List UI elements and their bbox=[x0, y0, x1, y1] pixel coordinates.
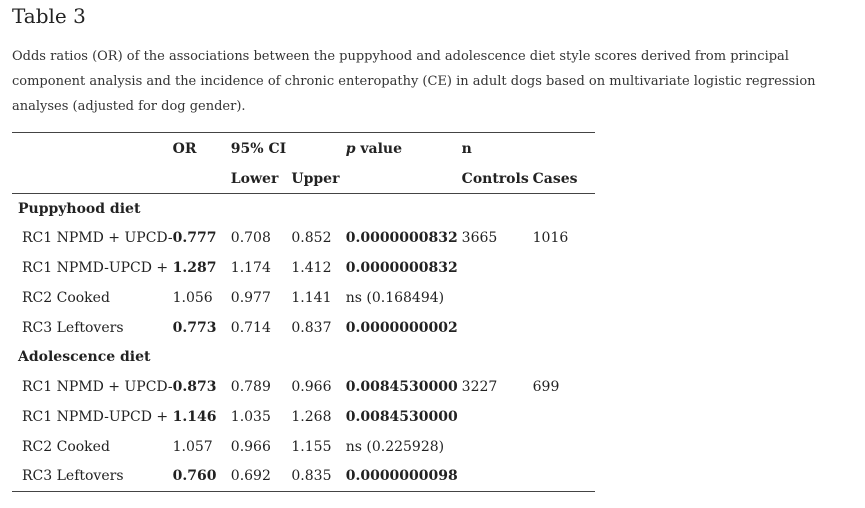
controls-count-cell: 3227 bbox=[461, 379, 498, 396]
table-row bbox=[12, 372, 595, 402]
odds-ratio-cell: 1.056 bbox=[172, 289, 213, 306]
p-value-cell: ns (0.225928) bbox=[345, 438, 445, 455]
section-header-row bbox=[12, 342, 595, 372]
ci-upper-cell: 1.141 bbox=[291, 289, 332, 306]
header-lower: Lower bbox=[231, 165, 292, 194]
header-p-rest: value bbox=[355, 141, 402, 157]
table-body bbox=[12, 194, 595, 492]
table-title: Table 3 bbox=[12, 4, 86, 28]
ci-lower-cell: 1.035 bbox=[230, 408, 271, 425]
cases-count-cell: 1016 bbox=[532, 230, 569, 247]
row-label: RC1 NPMD + UPCD- bbox=[22, 230, 173, 247]
controls-count-cell bbox=[462, 402, 533, 432]
header-n: n bbox=[461, 141, 472, 157]
header-ci: 95% CI bbox=[230, 141, 287, 157]
table-row bbox=[12, 283, 595, 313]
controls-count-cell bbox=[462, 462, 533, 492]
odds-ratio-cell: 1.287 bbox=[172, 259, 217, 276]
controls-count-cell bbox=[462, 313, 533, 343]
table-caption: Odds ratios (OR) of the associations between the puppyhood and adolescence diet style scores derived from principal component analysis and the incidence of chronic enteropathy (CE) in adult dogs based on multivariate logistic regression analyses (adjusted for dog gender). bbox=[12, 49, 816, 114]
controls-count-cell bbox=[462, 432, 533, 462]
ci-upper-cell: 1.412 bbox=[291, 259, 332, 276]
header-p-italic: p bbox=[345, 141, 356, 157]
p-value-cell: 0.0084530000 bbox=[345, 408, 458, 425]
header-cases: Cases bbox=[533, 165, 595, 194]
table-row bbox=[12, 313, 595, 343]
header-blank bbox=[173, 165, 231, 194]
header-blank bbox=[12, 133, 173, 166]
odds-ratio-cell: 0.773 bbox=[172, 319, 217, 336]
table-row bbox=[12, 462, 595, 492]
p-value-cell: 0.0000000832 bbox=[345, 259, 458, 276]
header-row-2 bbox=[12, 165, 595, 194]
cases-count-cell bbox=[533, 253, 595, 283]
table-row bbox=[12, 402, 595, 432]
ci-lower-cell: 0.692 bbox=[230, 468, 271, 485]
p-value-cell: 0.0000000002 bbox=[345, 319, 458, 336]
row-label: RC1 NPMD-UPCD + bbox=[22, 408, 169, 425]
header-or: OR bbox=[172, 141, 197, 157]
row-label: RC3 Leftovers bbox=[22, 468, 124, 485]
odds-ratio-cell: 0.760 bbox=[172, 468, 217, 485]
header-controls: Controls bbox=[462, 165, 533, 194]
cases-count-cell: 699 bbox=[532, 379, 560, 396]
ci-lower-cell: 0.714 bbox=[230, 319, 271, 336]
p-value-cell: 0.0000000098 bbox=[345, 468, 458, 485]
section-label: Adolescence diet bbox=[18, 349, 151, 366]
section-label: Puppyhood diet bbox=[18, 200, 141, 217]
p-value-cell: 0.0084530000 bbox=[345, 379, 458, 396]
header-row-1 bbox=[12, 133, 595, 166]
header-ci-span bbox=[291, 133, 345, 166]
controls-count-cell: 3665 bbox=[461, 230, 498, 247]
ci-upper-cell: 0.852 bbox=[291, 230, 332, 247]
cases-count-cell bbox=[533, 283, 595, 313]
ci-upper-cell: 0.837 bbox=[291, 319, 332, 336]
odds-ratio-cell: 1.057 bbox=[172, 438, 213, 455]
row-label: RC1 NPMD-UPCD + bbox=[22, 259, 169, 276]
row-label: RC2 Cooked bbox=[22, 438, 110, 455]
controls-count-cell bbox=[462, 253, 533, 283]
ci-lower-cell: 0.966 bbox=[230, 438, 271, 455]
odds-ratio-cell: 0.873 bbox=[172, 379, 217, 396]
table-row bbox=[12, 253, 595, 283]
row-label: RC2 Cooked bbox=[22, 289, 110, 306]
p-value-cell: 0.0000000832 bbox=[345, 230, 458, 247]
cases-count-cell bbox=[533, 432, 595, 462]
cases-count-cell bbox=[533, 313, 595, 343]
ci-upper-cell: 1.268 bbox=[291, 408, 332, 425]
table-row bbox=[12, 432, 595, 462]
header-n-span bbox=[533, 133, 595, 166]
odds-ratio-table bbox=[12, 132, 595, 492]
table-row bbox=[12, 223, 595, 253]
row-label: RC3 Leftovers bbox=[22, 319, 124, 336]
ci-upper-cell: 0.835 bbox=[291, 468, 332, 485]
ci-upper-cell: 0.966 bbox=[291, 379, 332, 396]
p-value-cell: ns (0.168494) bbox=[345, 289, 445, 306]
row-label: RC1 NPMD + UPCD- bbox=[22, 379, 173, 396]
cases-count-cell bbox=[533, 462, 595, 492]
cases-count-cell bbox=[533, 402, 595, 432]
odds-ratio-cell: 1.146 bbox=[172, 408, 217, 425]
ci-lower-cell: 1.174 bbox=[230, 259, 271, 276]
ci-lower-cell: 0.789 bbox=[230, 379, 271, 396]
ci-upper-cell: 1.155 bbox=[291, 438, 332, 455]
header-blank bbox=[346, 165, 462, 194]
section-header-row bbox=[12, 194, 595, 224]
odds-ratio-cell: 0.777 bbox=[172, 230, 217, 247]
ci-lower-cell: 0.708 bbox=[230, 230, 271, 247]
header-blank bbox=[12, 165, 173, 194]
ci-lower-cell: 0.977 bbox=[230, 289, 271, 306]
header-upper: Upper bbox=[291, 165, 345, 194]
controls-count-cell bbox=[462, 283, 533, 313]
header-p-value bbox=[346, 133, 462, 166]
